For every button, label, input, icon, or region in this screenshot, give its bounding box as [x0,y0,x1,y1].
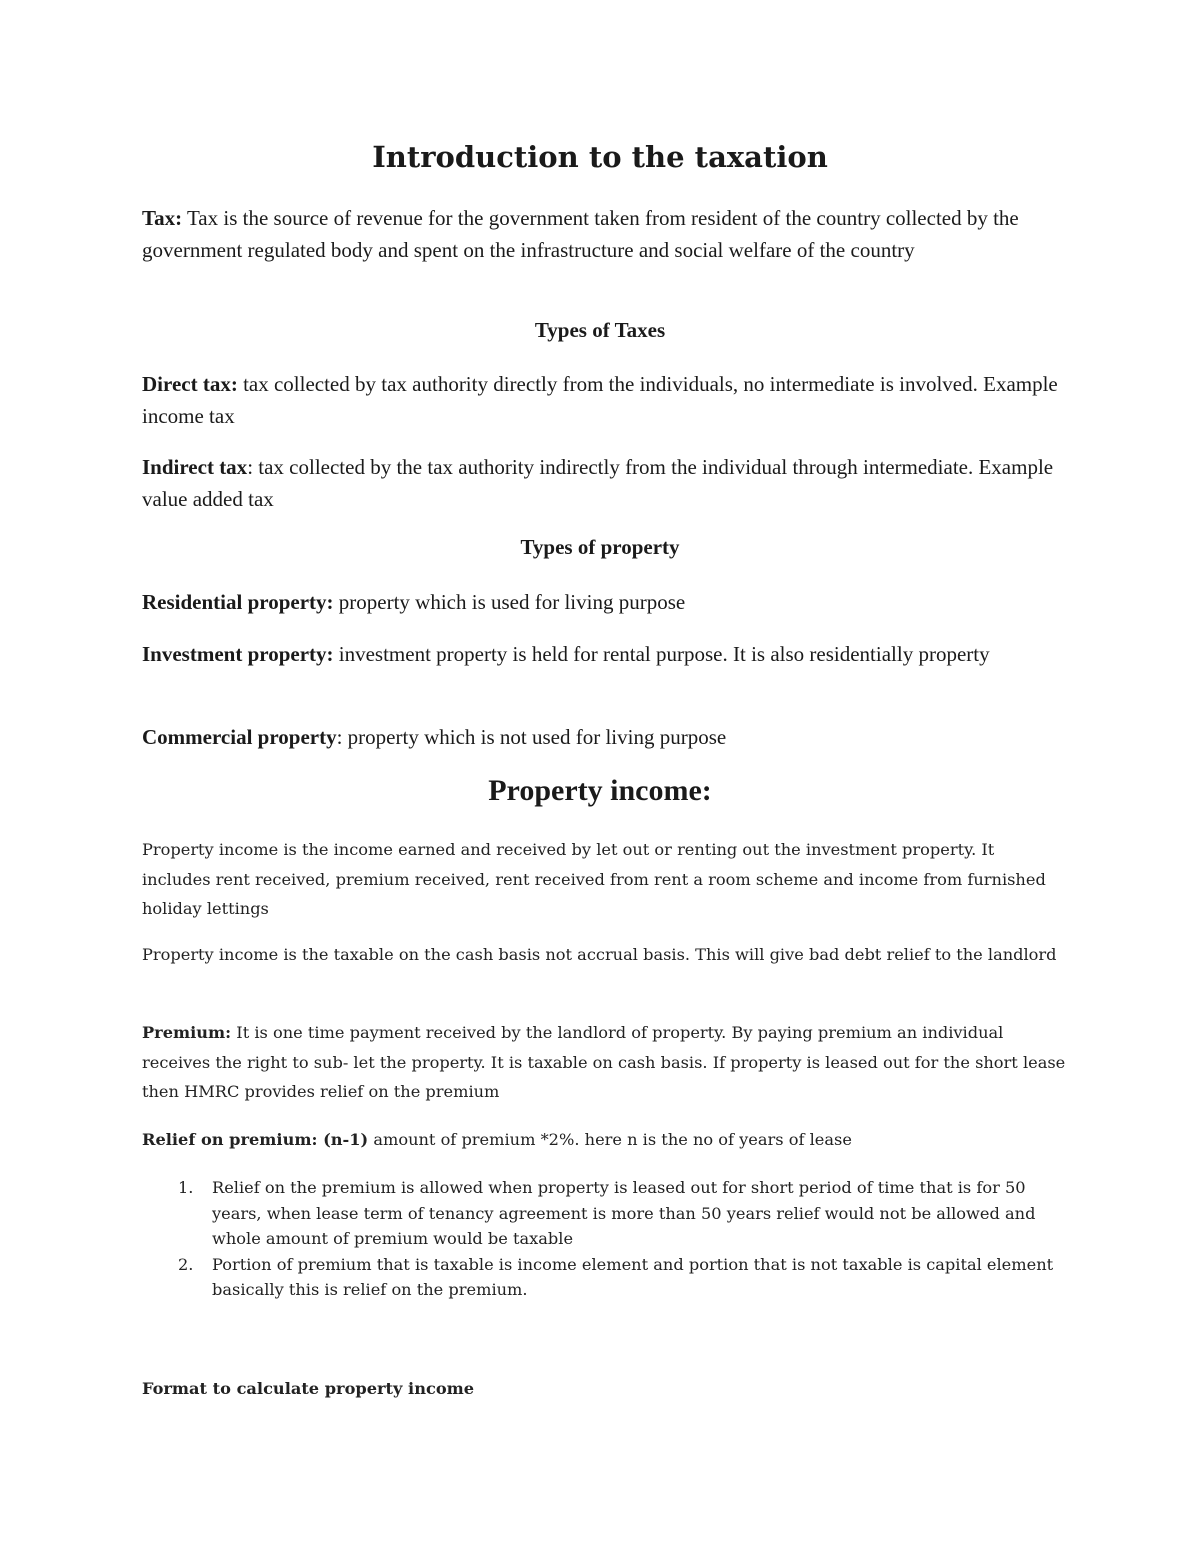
list-item-number: 1. [178,1178,194,1197]
tax-term: Tax: [142,206,183,230]
tax-definition [142,202,1067,266]
investment-property-definition [142,638,1067,670]
format-heading-text: Format to calculate property income [142,1379,475,1398]
property-income-paragraph-1: Property income is the income earned and received by let out or renting out the investment property. It includes rent received, premium received, rent received from rent a room scheme and income from furnished holiday lettings [142,840,1046,918]
residential-property-term: Residential property: [142,590,334,614]
relief-list [142,1175,1067,1303]
property-income-heading: Property income: [488,774,712,807]
premium-definition [142,1018,1067,1107]
list-item-text: Relief on the premium is allowed when property is leased out for short period of time that is for 50 years, when lease term of tenancy agreement is more than 50 years relief would not be allowed and whole amount of premium would be taxable [212,1178,1036,1248]
premium-text: It is one time payment received by the landlord of property. By paying premium an individual receives the right to sub- let the property. It is taxable on cash basis. If property is leased out for the short lease then HMRC provides relief on the premium [142,1023,1066,1101]
list-item-number: 2. [178,1254,194,1274]
direct-tax-definition [142,368,1067,432]
relief-on-premium [142,1125,1067,1155]
types-of-property-heading: Types of property [520,535,680,559]
investment-property-term: Investment property: [142,642,334,666]
format-heading [142,1374,1067,1404]
list-item [142,1252,1067,1303]
premium-term: Premium: [142,1023,232,1042]
list-item-text: Portion of premium that is taxable is income element and portion that is not taxable is capital element basically this is relief on the premium. [212,1254,1054,1299]
indirect-tax-definition [142,451,1067,515]
residential-property-definition [142,586,1067,618]
list-item [142,1175,1067,1252]
relief-on-premium-term: Relief on premium: [142,1130,324,1149]
indirect-tax-term: Indirect tax [142,455,248,479]
investment-property-text: investment property is held for rental purpose. It is also residentially property [333,642,990,666]
property-income-paragraph-2: Property income is the taxable on the cash basis not accrual basis. This will give bad debt relief to the landlord [142,945,1057,964]
direct-tax-term: Direct tax: [142,372,238,396]
commercial-property-term: Commercial property [142,725,337,749]
relief-formula: (n-1) [323,1130,369,1149]
direct-tax-text: tax collected by tax authority directly from the individuals, no intermediate is involved. Example income tax [142,372,1058,428]
tax-text: Tax is the source of revenue for the government taken from resident of the country collected by the government regulated body and spent on the infrastructure and social welfare of the country [142,206,1019,262]
page-title: Introduction to the taxation [372,140,828,174]
indirect-tax-text: : tax collected by the tax authority indirectly from the individual through intermediate. Example value added tax [142,455,1054,511]
relief-on-premium-text: amount of premium *2%. here n is the no of years of lease [368,1130,852,1149]
commercial-property-definition [142,721,1067,753]
types-of-taxes-heading: Types of Taxes [534,318,666,342]
commercial-property-text: : property which is not used for living purpose [336,725,727,749]
residential-property-text: property which is used for living purpose [333,590,686,614]
